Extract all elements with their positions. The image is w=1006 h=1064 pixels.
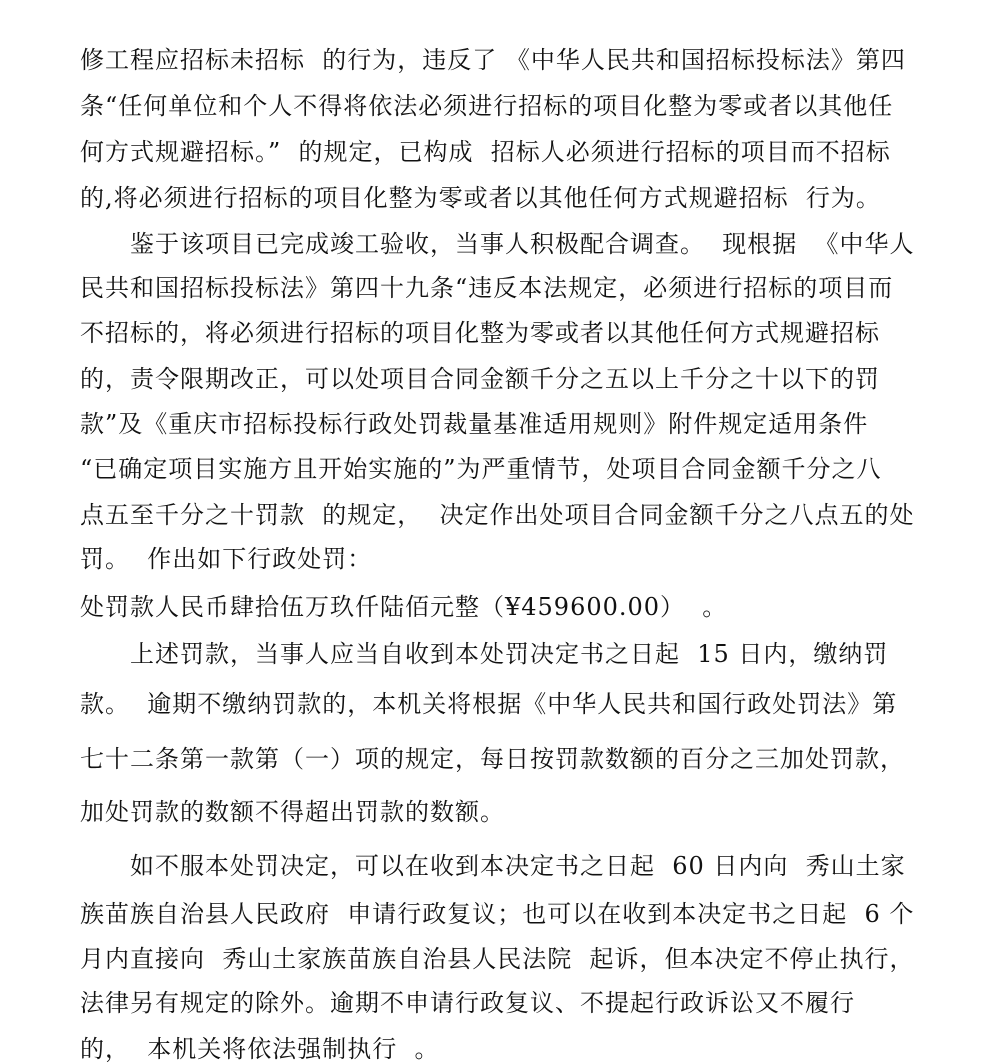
text-line: 何方式规避招标。” 的规定，已构成 招标人必须进行招标的项目而不招标 [80,138,891,166]
text-line: 七十二条第一款第（一）项的规定，每日按罚款数额的百分之三加处罚款， [80,745,905,773]
text-line: 不招标的，将必须进行招标的项目化整为零或者以其他任何方式规避招标 [80,319,880,347]
text-line: 民共和国招标投标法》第四十九条“违反本法规定，必须进行招标的项目而 [80,274,894,302]
penalty-amount-line: 处罚款人民币肆拾伍万玖仟陆佰元整（¥459600.00） 。 [80,593,728,621]
text-line: 族苗族自治县人民政府 申请行政复议；也可以在收到本决定书之日起 6 个 [80,900,915,928]
text-line: “已确定项目实施方且开始实施的”为严重情节，处项目合同金额千分之八 [80,455,882,483]
text-line: 款。 逾期不缴纳罚款的，本机关将根据《中华人民共和国行政处罚法》第 [80,690,898,718]
text-line: 罚。 作出如下行政处罚： [80,545,373,573]
text-line: 如不服本处罚决定，可以在收到本决定书之日起 60 日内向 秀山土家 [130,852,906,880]
text-line: 上述罚款，当事人应当自收到本处罚决定书之日起 15 日内，缴纳罚 [130,640,889,668]
text-line: 的，责令限期改正，可以处项目合同金额千分之五以上千分之十以下的罚 [80,365,880,393]
text-line: 加处罚款的数额不得超出罚款的数额。 [80,798,505,826]
text-line: 月内直接向 秀山土家族苗族自治县人民法院 起诉，但本决定不停止执行， [80,945,915,973]
text-line: 鉴于该项目已完成竣工验收，当事人积极配合调查。 现根据 《中华人 [130,230,915,258]
text-line: 法律另有规定的除外。逾期不申请行政复议、不提起行政诉讼又不履行 [80,989,855,1017]
text-line: 款”及《重庆市招标投标行政处罚裁量基准适用规则》附件规定适用条件 [80,410,869,438]
text-line: 条“任何单位和个人不得将依法必须进行招标的项目化整为零或者以其他任 [80,92,894,120]
text-line: 的,将必须进行招标的项目化整为零或者以其他任何方式规避招标 行为。 [80,184,881,212]
text-line: 的， 本机关将依法强制执行 。 [80,1035,440,1063]
text-line: 点五至千分之十罚款 的规定， 决定作出处项目合同金额千分之八点五的处 [80,501,915,529]
text-line: 修工程应招标未招标 的行为，违反了 《中华人民共和国招标投标法》第四 [80,46,906,74]
